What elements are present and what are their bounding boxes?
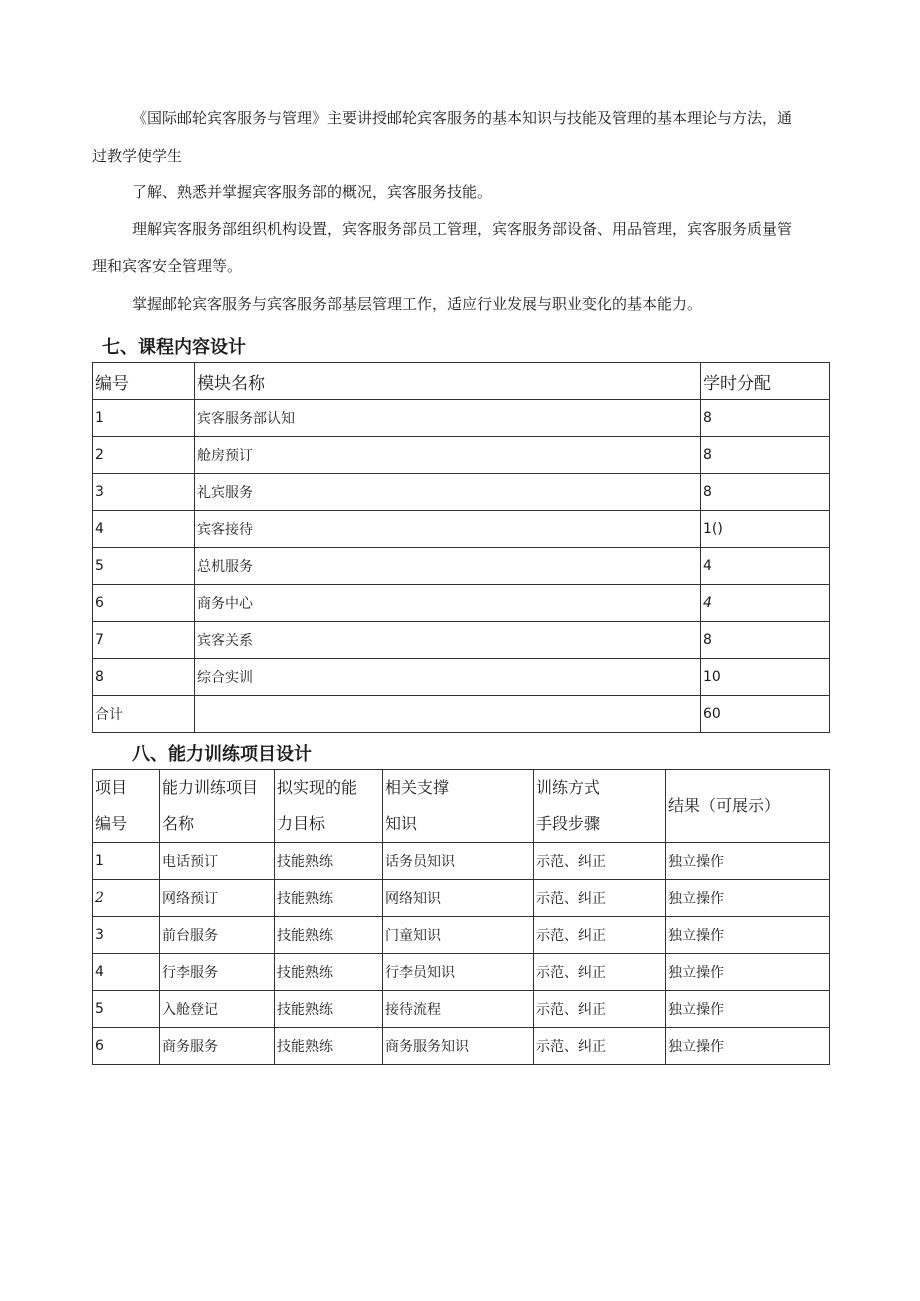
intro-line-6: 掌握邮轮宾客服务与宾客服务部基层管理工作，适应行业发展与职业变化的基本能力。 <box>132 295 703 313</box>
header-text: 结果（可展示） <box>668 796 781 815</box>
module-hours: 8 <box>701 622 830 659</box>
intro-line-3: 了解、熟悉并掌握宾客服务部的概况，宾客服务技能。 <box>132 183 493 201</box>
support-knowledge: 商务服务知识 <box>383 1028 534 1065</box>
module-hours: 4 <box>701 585 830 622</box>
section-8-title: 八、能力训练项目设计 <box>132 744 312 765</box>
project-number: 1 <box>93 843 160 880</box>
module-name: 综合实训 <box>195 659 701 696</box>
table-row <box>93 511 830 548</box>
intro-line-1: 《国际邮轮宾客服务与管理》主要讲授邮轮宾客服务的基本知识与技能及管理的基本理论与方法，通 <box>132 109 793 127</box>
result: 独立操作 <box>666 843 830 880</box>
module-number: 8 <box>93 659 195 696</box>
module-name: 宾客接待 <box>195 511 701 548</box>
module-hours: 4 <box>701 548 830 585</box>
module-number: 3 <box>93 474 195 511</box>
ability-goal: 技能熟练 <box>275 880 383 917</box>
table-row <box>93 991 830 1028</box>
intro-line-2: 过教学使学生 <box>92 147 183 165</box>
project-name: 前台服务 <box>160 917 275 954</box>
total-label: 合计 <box>93 696 195 733</box>
header-cell: 编号 <box>93 363 195 400</box>
header-cell <box>160 770 275 843</box>
module-number: 1 <box>93 400 195 437</box>
module-name: 舱房预订 <box>195 437 701 474</box>
module-number: 6 <box>93 585 195 622</box>
module-number: 7 <box>93 622 195 659</box>
header-cell <box>383 770 534 843</box>
project-number: 6 <box>93 1028 160 1065</box>
header-text: 相关支撑 知识 <box>385 778 450 833</box>
header-text: 训练方式 手段步骤 <box>536 778 601 833</box>
module-name: 宾客关系 <box>195 622 701 659</box>
header-text: 能力训练项目 名称 <box>162 778 259 833</box>
header-cell: 模块名称 <box>195 363 701 400</box>
support-knowledge: 网络知识 <box>383 880 534 917</box>
table-row <box>93 585 830 622</box>
ability-goal: 技能熟练 <box>275 954 383 991</box>
table-row <box>93 917 830 954</box>
module-hours: 8 <box>701 474 830 511</box>
result: 独立操作 <box>666 991 830 1028</box>
table-row <box>93 474 830 511</box>
header-cell <box>275 770 383 843</box>
training-method: 示范、纠正 <box>534 917 666 954</box>
header-cell <box>93 770 160 843</box>
module-hours: 8 <box>701 400 830 437</box>
project-name: 入舱登记 <box>160 991 275 1028</box>
support-knowledge: 门童知识 <box>383 917 534 954</box>
project-number: 2 <box>93 880 160 917</box>
table-row <box>93 880 830 917</box>
table-row <box>93 622 830 659</box>
support-knowledge: 行李员知识 <box>383 954 534 991</box>
project-name: 行李服务 <box>160 954 275 991</box>
module-name: 商务中心 <box>195 585 701 622</box>
module-name: 总机服务 <box>195 548 701 585</box>
table-row <box>93 659 830 696</box>
module-hours: 8 <box>701 437 830 474</box>
training-method: 示范、纠正 <box>534 880 666 917</box>
table-row <box>93 437 830 474</box>
project-number: 3 <box>93 917 160 954</box>
module-name: 宾客服务部认知 <box>195 400 701 437</box>
header-text: 拟实现的能 力目标 <box>277 778 358 833</box>
result: 独立操作 <box>666 917 830 954</box>
table-header-row <box>93 363 830 400</box>
ability-goal: 技能熟练 <box>275 917 383 954</box>
module-name: 礼宾服务 <box>195 474 701 511</box>
table-header-row <box>93 770 830 843</box>
project-name: 电话预订 <box>160 843 275 880</box>
project-number: 4 <box>93 954 160 991</box>
result: 独立操作 <box>666 954 830 991</box>
project-number: 5 <box>93 991 160 1028</box>
header-cell: 学时分配 <box>701 363 830 400</box>
table-row <box>93 1028 830 1065</box>
training-method: 示范、纠正 <box>534 843 666 880</box>
intro-line-5: 理和宾客安全管理等。 <box>92 257 243 275</box>
table-total-row <box>93 696 830 733</box>
project-name: 商务服务 <box>160 1028 275 1065</box>
training-method: 示范、纠正 <box>534 954 666 991</box>
ability-goal: 技能熟练 <box>275 843 383 880</box>
table-row <box>93 548 830 585</box>
training-method: 示范、纠正 <box>534 991 666 1028</box>
intro-line-4: 理解宾客服务部组织机构设置，宾客服务部员工管理，宾客服务部设备、用品管理，宾客服务质量管 <box>132 220 793 238</box>
ability-training-table <box>92 769 830 1065</box>
section-7-title: 七、课程内容设计 <box>102 337 246 358</box>
ability-goal: 技能熟练 <box>275 1028 383 1065</box>
table-row <box>93 400 830 437</box>
project-name: 网络预订 <box>160 880 275 917</box>
ability-goal: 技能熟练 <box>275 991 383 1028</box>
table-row <box>93 954 830 991</box>
course-content-table <box>92 362 830 733</box>
result: 独立操作 <box>666 1028 830 1065</box>
result: 独立操作 <box>666 880 830 917</box>
module-hours: 1() <box>701 511 830 548</box>
training-method: 示范、纠正 <box>534 1028 666 1065</box>
table-row <box>93 843 830 880</box>
total-hours: 60 <box>701 696 830 733</box>
support-knowledge: 接待流程 <box>383 991 534 1028</box>
header-text: 项目 编号 <box>95 778 128 833</box>
module-number: 2 <box>93 437 195 474</box>
module-hours: 10 <box>701 659 830 696</box>
support-knowledge: 话务员知识 <box>383 843 534 880</box>
header-cell <box>534 770 666 843</box>
module-number: 4 <box>93 511 195 548</box>
module-number: 5 <box>93 548 195 585</box>
header-cell <box>666 770 830 843</box>
total-empty <box>195 696 701 733</box>
